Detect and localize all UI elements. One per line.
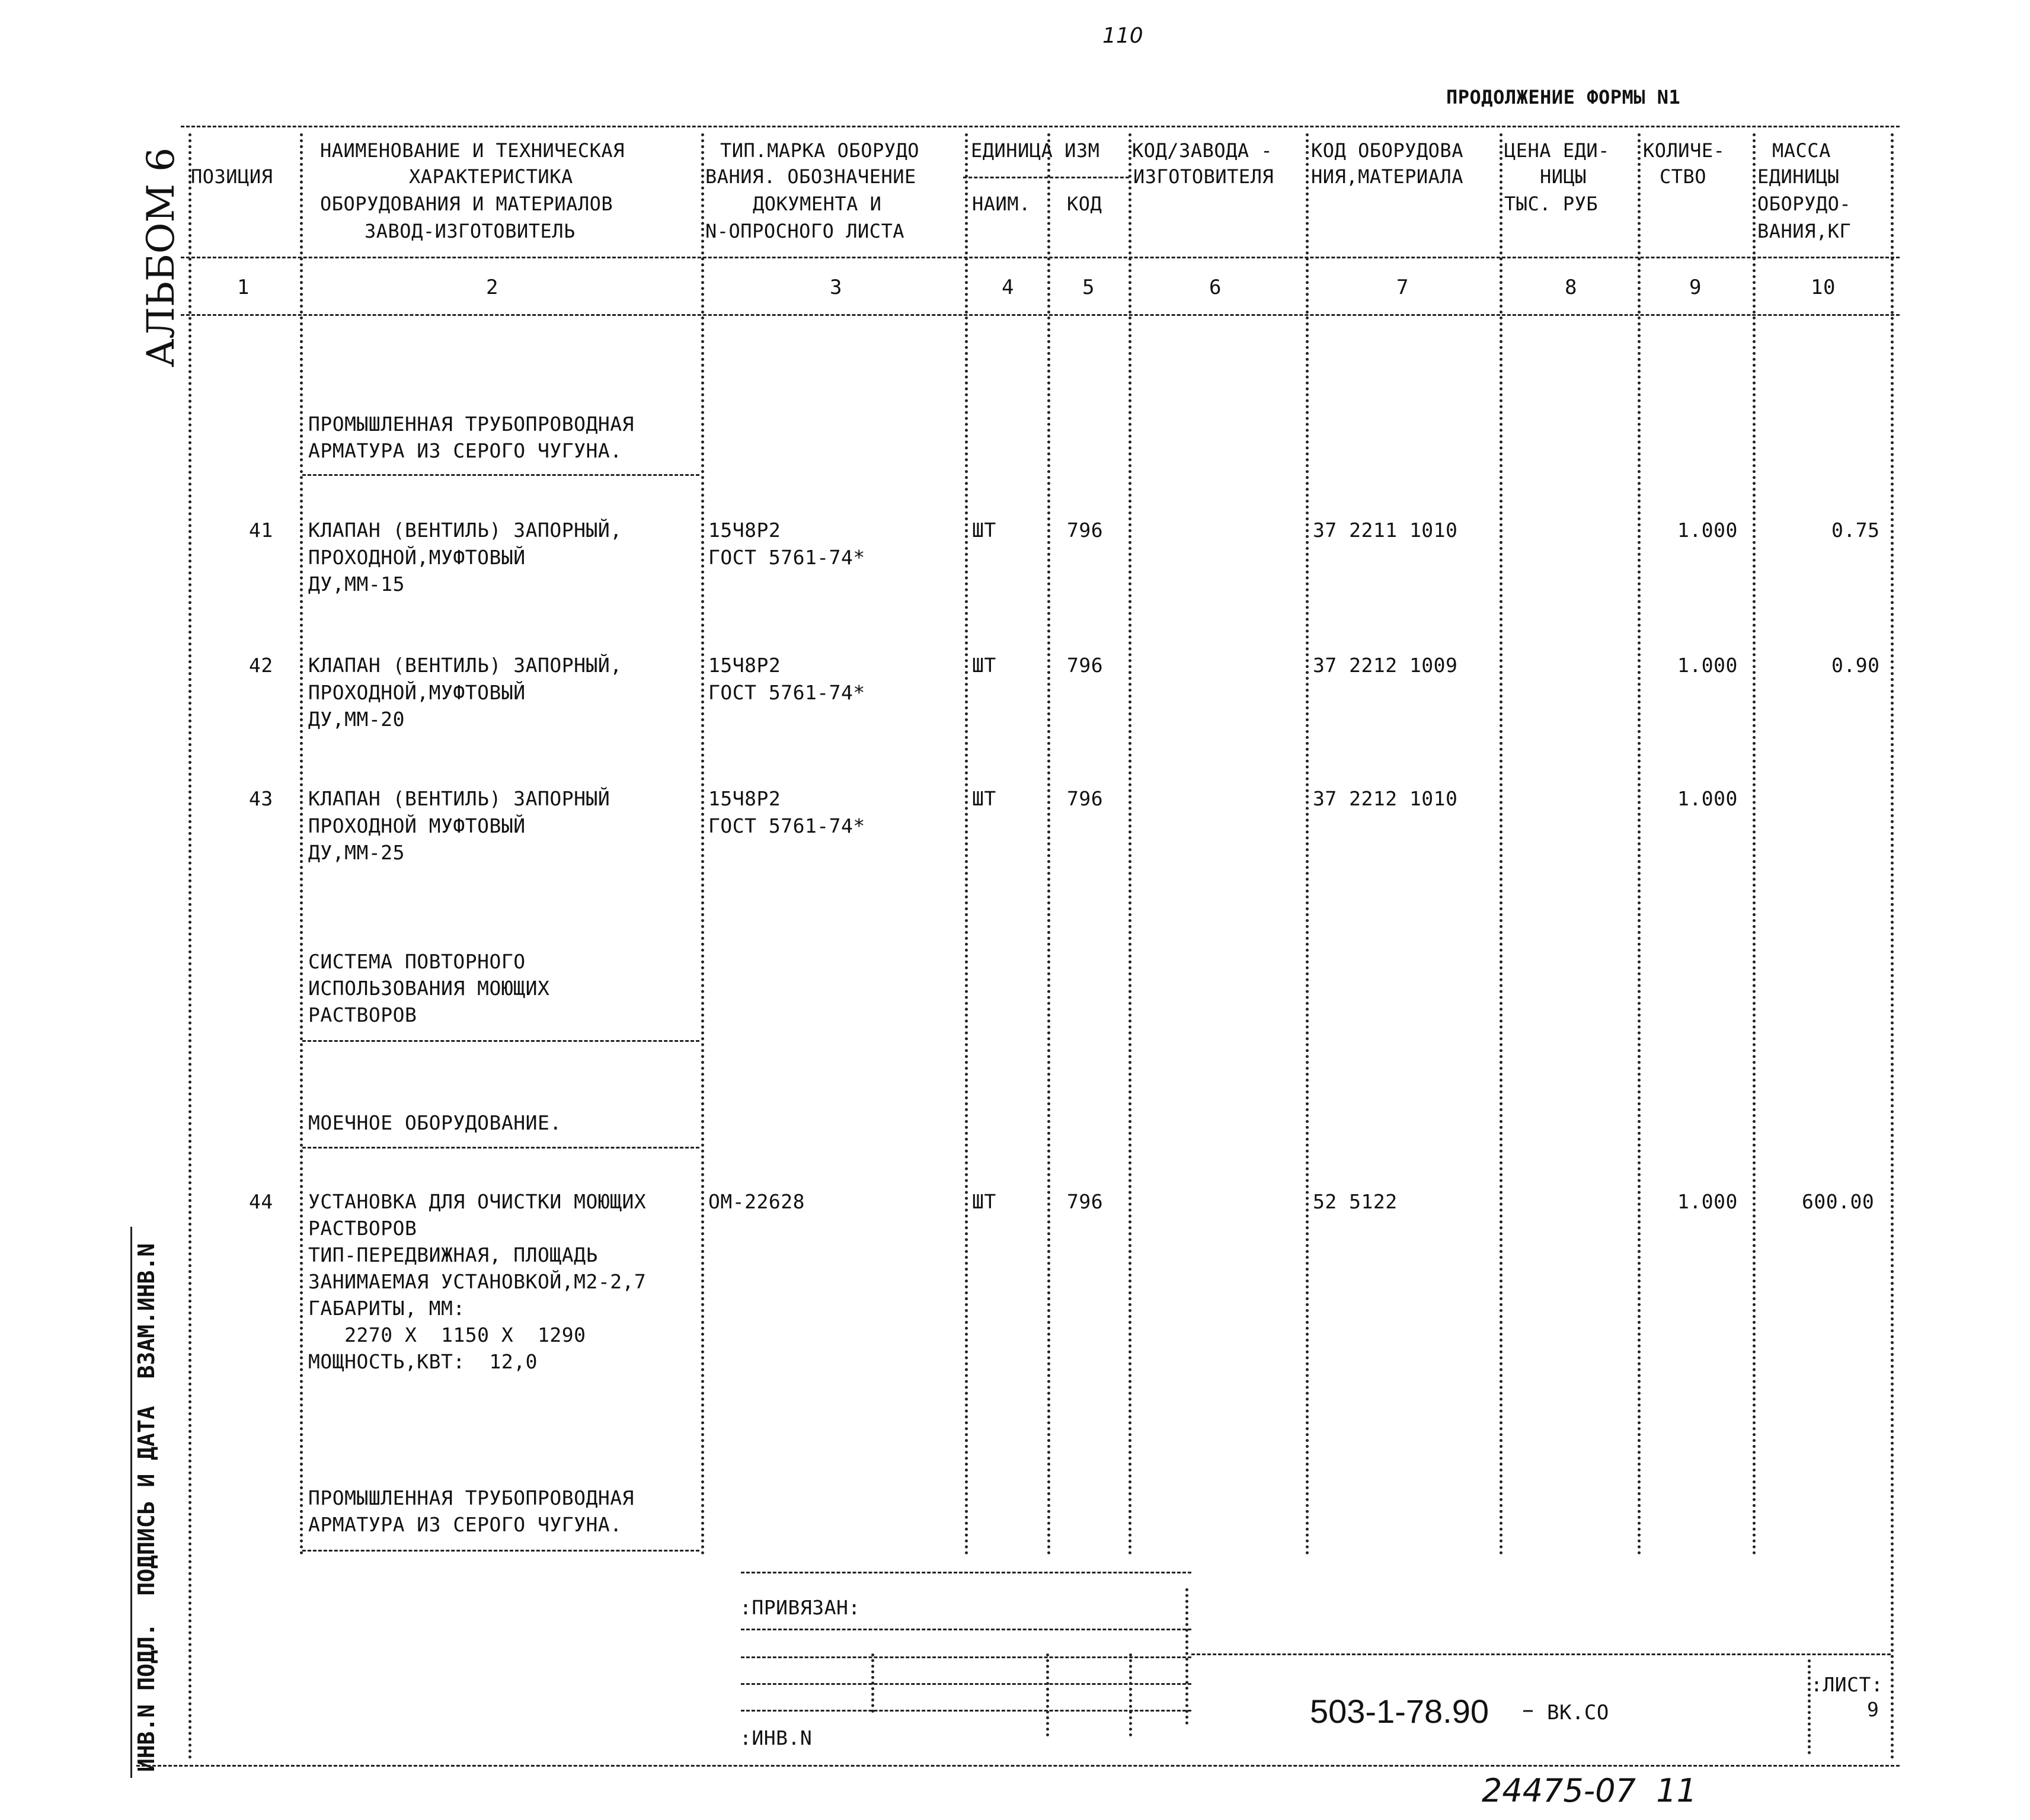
col-sep-4 xyxy=(1047,133,1050,1556)
hdr-c2-1: ХАРАКТЕРИСТИКА xyxy=(409,165,573,188)
tb-rule xyxy=(1191,1653,1891,1655)
row-name: ДУ,ММ-15 xyxy=(308,572,405,596)
rule-header-bottom xyxy=(181,257,1900,258)
hdr-c2-2: ОБОРУДОВАНИЯ И МАТЕРИАЛОВ xyxy=(320,193,613,215)
hdr-unit: ЕДИНИЦА ИЗМ xyxy=(971,139,1100,162)
row-matcode: 37 2211 1010 xyxy=(1313,519,1458,542)
row-name: ПРОХОДНОЙ,МУФТОВЫЙ xyxy=(308,681,526,704)
section-underline xyxy=(302,1040,699,1042)
row-unit: ШТ xyxy=(972,519,996,542)
col-sep-2 xyxy=(701,133,704,1556)
doc-suffix: ВК.СО xyxy=(1547,1701,1609,1725)
row-mass: 0.75 xyxy=(1831,519,1880,542)
row-matcode: 52 5122 xyxy=(1313,1190,1398,1213)
col-sep-6 xyxy=(1306,133,1309,1556)
row-name: ЗАНИМАЕМАЯ УСТАНОВКОЙ,М2-2,7 xyxy=(308,1270,647,1293)
row-name: КЛАПАН (ВЕНТИЛЬ) ЗАПОРНЫЙ, xyxy=(308,519,622,542)
row-matcode: 37 2212 1009 xyxy=(1313,654,1458,677)
hdr-c8-2: ТЫС. РУБ xyxy=(1504,193,1599,215)
inv-label: :ИНВ.N xyxy=(740,1726,813,1749)
row-name: ПРОХОДНОЙ МУФТОВЫЙ xyxy=(308,814,526,837)
hdr-c1-1: ПОЗИЦИЯ xyxy=(191,165,273,188)
colnum-2: 2 xyxy=(486,276,498,299)
row-code: 796 xyxy=(1067,654,1104,677)
hdr-c7-0: КОД ОБОРУДОВА xyxy=(1311,139,1463,162)
row-qty: 1.000 xyxy=(1677,654,1738,677)
tb-rule xyxy=(741,1629,1191,1630)
col-sep-3 xyxy=(965,133,968,1556)
row-name: ДУ,ММ-25 xyxy=(308,841,405,864)
colnum-6: 6 xyxy=(1209,276,1222,299)
hdr-c2-0: НАИМЕНОВАНИЕ И ТЕХНИЧЕСКАЯ xyxy=(320,139,625,162)
col-sep-8 xyxy=(1638,133,1641,1556)
colnum-5: 5 xyxy=(1082,276,1095,299)
section-underline xyxy=(302,474,699,476)
row-qty: 1.000 xyxy=(1677,787,1738,810)
row-name: ПРОМЫШЛЕННАЯ ТРУБОПРОВОДНАЯ xyxy=(308,1486,634,1509)
colnum-8: 8 xyxy=(1565,276,1577,299)
row-code: 796 xyxy=(1067,787,1104,810)
colnum-7: 7 xyxy=(1396,276,1409,299)
row-pos: 43 xyxy=(249,787,273,810)
row-name: КЛАПАН (ВЕНТИЛЬ) ЗАПОРНЫЙ, xyxy=(308,654,622,677)
hdr-c10-2: ОБОРУДО- xyxy=(1757,193,1852,215)
tb-rule xyxy=(741,1683,1191,1685)
tb-rule xyxy=(741,1572,1191,1573)
tb-rule xyxy=(741,1710,1191,1712)
hdr-c9-1: СТВО xyxy=(1660,165,1707,188)
hdr-c2-3: ЗАВОД-ИЗГОТОВИТЕЛЬ xyxy=(365,220,576,242)
row-mark: ГОСТ 5761-74* xyxy=(708,546,865,569)
album-label: АЛЬБОМ 6 xyxy=(139,147,183,367)
hdr-c3-3: N-ОПРОСНОГО ЛИСТА xyxy=(705,220,905,242)
tb-rule xyxy=(741,1656,1191,1658)
row-name: КЛАПАН (ВЕНТИЛЬ) ЗАПОРНЫЙ xyxy=(308,787,610,810)
stamp-label: ИНВ.N ПОДЛ. ПОДПИСЬ И ДАТА ВЗАМ.ИНВ.N xyxy=(133,1243,159,1772)
colnum-4: 4 xyxy=(1002,276,1014,299)
row-pos: 41 xyxy=(249,519,273,542)
row-name: ПРОМЫШЛЕННАЯ ТРУБОПРОВОДНАЯ xyxy=(308,412,634,436)
privyazan-label: :ПРИВЯЗАН: xyxy=(740,1596,861,1619)
row-mark: 15Ч8Р2 xyxy=(708,519,781,542)
hdr-c9-0: КОЛИЧЕ- xyxy=(1643,139,1725,162)
rule-unit-split xyxy=(963,177,1129,178)
hdr-c10-0: МАССА xyxy=(1772,139,1831,162)
rule-page-bottom xyxy=(136,1765,1900,1767)
col-sep-9 xyxy=(1753,133,1756,1556)
tb-sep xyxy=(871,1653,874,1713)
row-pos: 42 xyxy=(249,654,273,677)
hdr-c8-1: НИЦЫ xyxy=(1540,165,1587,188)
sheet-number: 9 xyxy=(1867,1698,1879,1721)
hdr-c5-2: КОД xyxy=(1067,193,1102,215)
row-name: ИСПОЛЬЗОВАНИЯ МОЮЩИХ xyxy=(308,977,550,1000)
col-sep-7 xyxy=(1500,133,1502,1556)
colnum-9: 9 xyxy=(1689,276,1702,299)
col-sep-10 xyxy=(1891,133,1894,1760)
hdr-c6-1: ИЗГОТОВИТЕЛЯ xyxy=(1133,165,1274,188)
col-sep-0 xyxy=(188,133,191,1760)
row-name: ГАБАРИТЫ, ММ: xyxy=(308,1297,465,1320)
hdr-c8-0: ЦЕНА ЕДИ- xyxy=(1504,139,1610,162)
colnum-3: 3 xyxy=(830,276,842,299)
form-title: ПРОДОЛЖЕНИЕ ФОРМЫ N1 xyxy=(1446,86,1681,108)
row-unit: ШТ xyxy=(972,654,996,677)
tb-sep xyxy=(1129,1653,1132,1736)
row-unit: ШТ xyxy=(972,787,996,810)
row-name: МОЕЧНОЕ ОБОРУДОВАНИЕ. xyxy=(308,1111,562,1134)
rule-top xyxy=(181,126,1900,127)
row-name: ТИП-ПЕРЕДВИЖНАЯ, ПЛОЩАДЬ xyxy=(308,1243,598,1266)
section-underline xyxy=(302,1550,699,1552)
row-name: АРМАТУРА ИЗ СЕРОГО ЧУГУНА. xyxy=(308,439,622,462)
hdr-c3-2: ДОКУМЕНТА И xyxy=(753,193,882,215)
row-code: 796 xyxy=(1067,1190,1104,1213)
tb-sep xyxy=(1046,1653,1049,1736)
colnum-1: 1 xyxy=(237,276,250,299)
hdr-c10-1: ЕДИНИЦЫ xyxy=(1757,165,1840,188)
stamp-border xyxy=(130,1227,133,1778)
col-sep-1 xyxy=(300,133,303,1556)
row-unit: ШТ xyxy=(972,1190,996,1213)
hdr-c6-0: КОД/ЗАВОДА - xyxy=(1132,139,1273,162)
row-matcode: 37 2212 1010 xyxy=(1313,787,1458,810)
row-mark: 15Ч8Р2 xyxy=(708,787,781,810)
row-name: АРМАТУРА ИЗ СЕРОГО ЧУГУНА. xyxy=(308,1513,622,1536)
row-mass: 0.90 xyxy=(1831,654,1880,677)
row-name: ПРОХОДНОЙ,МУФТОВЫЙ xyxy=(308,546,526,569)
hdr-c3-1: ВАНИЯ. ОБОЗНАЧЕНИЕ xyxy=(705,165,916,188)
hdr-c10-3: ВАНИЯ,КГ xyxy=(1757,220,1852,242)
rule-colnum-bottom xyxy=(181,314,1900,316)
row-code: 796 xyxy=(1067,519,1104,542)
section-underline xyxy=(302,1147,699,1149)
row-name: ДУ,ММ-20 xyxy=(308,708,405,731)
doc-dash: – xyxy=(1522,1696,1534,1723)
row-mark: ГОСТ 5761-74* xyxy=(708,814,865,837)
row-name: УСТАНОВКА ДЛЯ ОЧИСТКИ МОЮЩИХ xyxy=(308,1190,647,1213)
row-mark: 15Ч8Р2 xyxy=(708,654,781,677)
row-name: РАСТВОРОВ xyxy=(308,1217,417,1240)
hdr-c3-0: ТИП.МАРКА ОБОРУДО xyxy=(720,139,920,162)
col-sep-5 xyxy=(1129,133,1131,1556)
archive-number: 24475-07 11 xyxy=(1482,1772,1697,1809)
row-name: 2270 Х 1150 Х 1290 xyxy=(308,1323,586,1346)
sheet-label: :ЛИСТ: xyxy=(1811,1673,1884,1696)
page-number: 110 xyxy=(1102,24,1143,48)
row-name: СИСТЕМА ПОВТОРНОГО xyxy=(308,950,526,973)
row-name: РАСТВОРОВ xyxy=(308,1003,417,1026)
doc-code: 503-1-78.90 xyxy=(1310,1693,1489,1730)
colnum-10: 10 xyxy=(1811,276,1836,299)
row-qty: 1.000 xyxy=(1677,519,1738,542)
row-mark: ОМ-22628 xyxy=(708,1190,805,1213)
row-mass: 600.00 xyxy=(1802,1190,1875,1213)
row-pos: 44 xyxy=(249,1190,273,1213)
row-mark: ГОСТ 5761-74* xyxy=(708,681,865,704)
hdr-c7-1: НИЯ,МАТЕРИАЛА xyxy=(1311,165,1463,188)
row-qty: 1.000 xyxy=(1677,1190,1738,1213)
hdr-c4-2: НАИМ. xyxy=(972,193,1031,215)
row-name: МОЩНОСТЬ,КВТ: 12,0 xyxy=(308,1350,538,1373)
